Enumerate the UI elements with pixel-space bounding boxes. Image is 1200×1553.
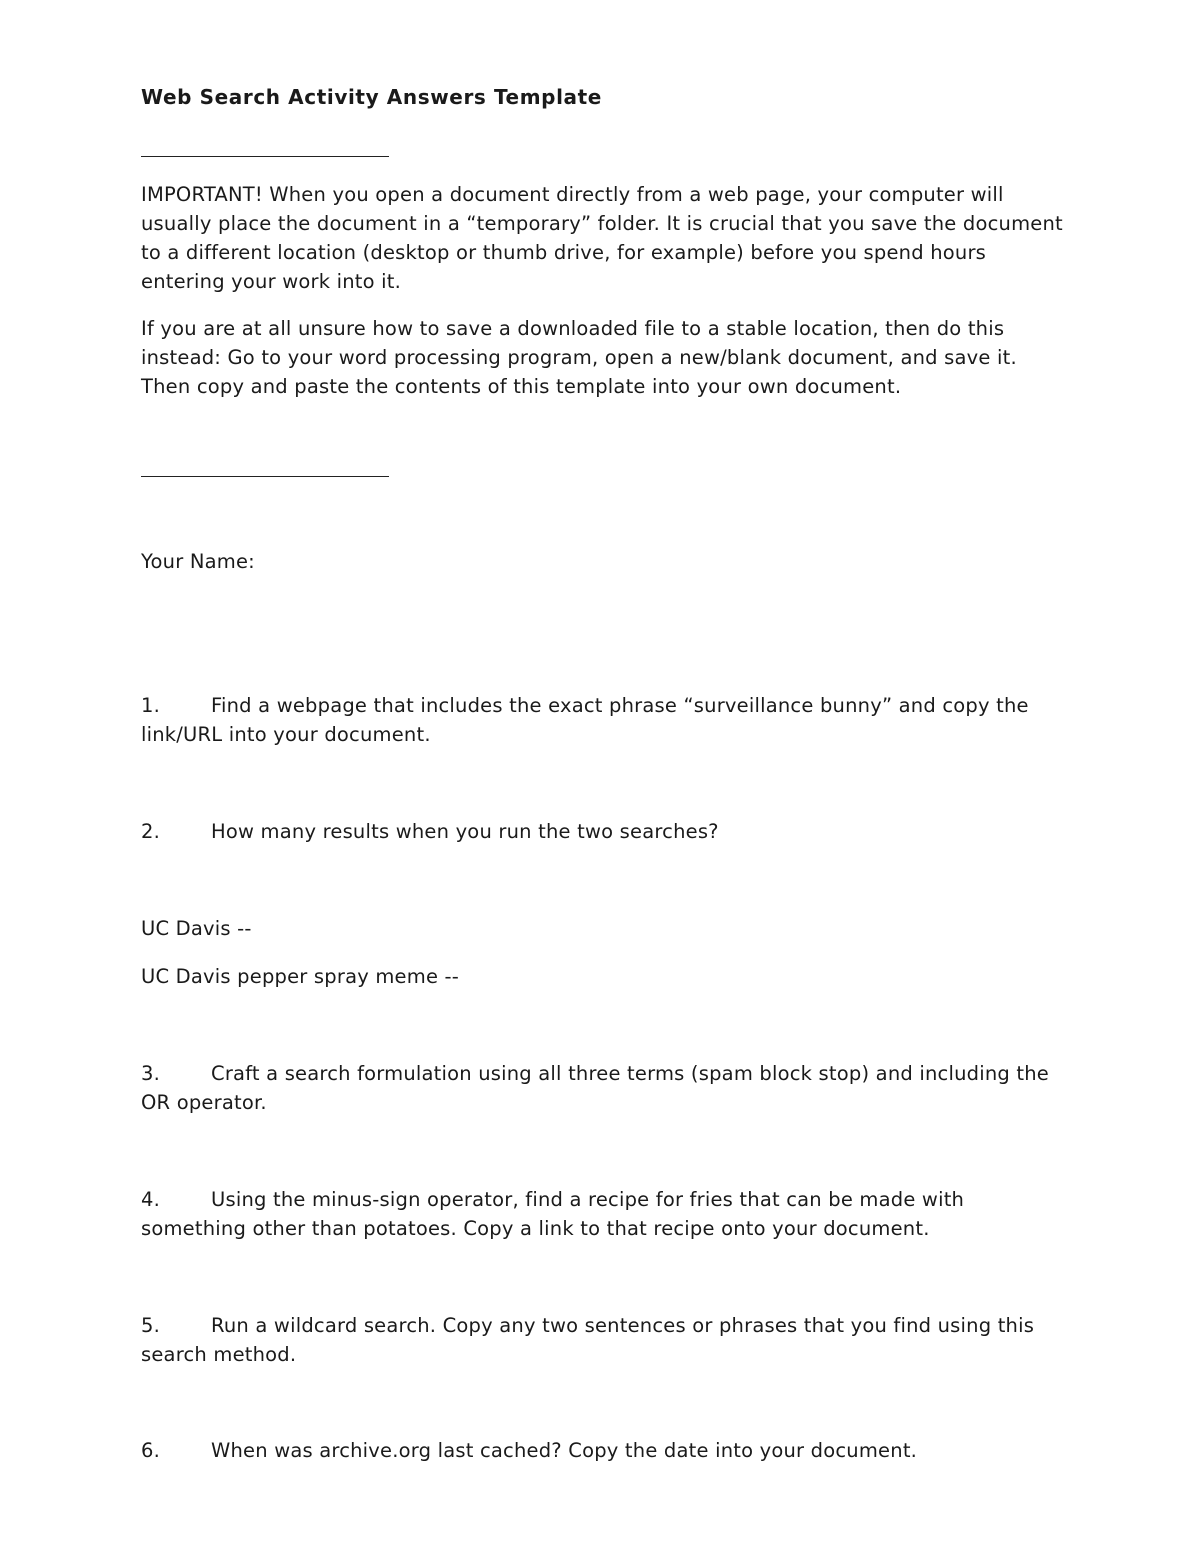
- question-text: How many results when you run the two searches?: [211, 820, 719, 843]
- document-title: Web Search Activity Answers Template: [141, 85, 602, 109]
- question-1: [141, 691, 1071, 749]
- question-text: Find a webpage that includes the exact phrase “surveillance bunny” and copy the link/URL into your document.: [141, 694, 1029, 746]
- your-name-label: Your Name:: [141, 550, 255, 573]
- question-text: Using the minus-sign operator, find a recipe for fries that can be made with something other than potatoes. Copy a link to that recipe onto your document.: [141, 1188, 965, 1240]
- search-answer-pepper-spray: UC Davis pepper spray meme --: [141, 965, 460, 988]
- question-4: [141, 1185, 1071, 1243]
- question-5: [141, 1311, 1071, 1369]
- question-text: When was archive.org last cached? Copy the date into your document.: [211, 1439, 918, 1462]
- unsure-paragraph: If you are at all unsure how to save a downloaded file to a stable location, then do this instead: Go to your word processing program, open a new/blank document, and save it. Then copy and paste the contents of this template into your own document.: [141, 317, 1017, 398]
- question-number: 6.: [141, 1439, 161, 1462]
- question-2: [141, 817, 1071, 846]
- question-number: 2.: [141, 820, 161, 843]
- question-number: 1.: [141, 694, 161, 717]
- divider-line: [141, 156, 389, 157]
- important-paragraph: IMPORTANT! When you open a document directly from a web page, your computer will usually place the document in a “temporary” folder. It is crucial that you save the document to a different location (desktop or thumb drive, for example) before you spend hours entering your work into it.: [141, 183, 1063, 293]
- question-6: [141, 1436, 1071, 1465]
- search-answer-uc-davis: UC Davis --: [141, 917, 252, 940]
- question-3: [141, 1059, 1071, 1117]
- divider-line: [141, 476, 389, 477]
- question-number: 4.: [141, 1188, 161, 1211]
- question-number: 3.: [141, 1062, 161, 1085]
- question-number: 5.: [141, 1314, 161, 1337]
- question-text: Craft a search formulation using all three terms (spam block stop) and including the OR operator.: [141, 1062, 1049, 1114]
- question-text: Run a wildcard search. Copy any two sentences or phrases that you find using this search method.: [141, 1314, 1035, 1366]
